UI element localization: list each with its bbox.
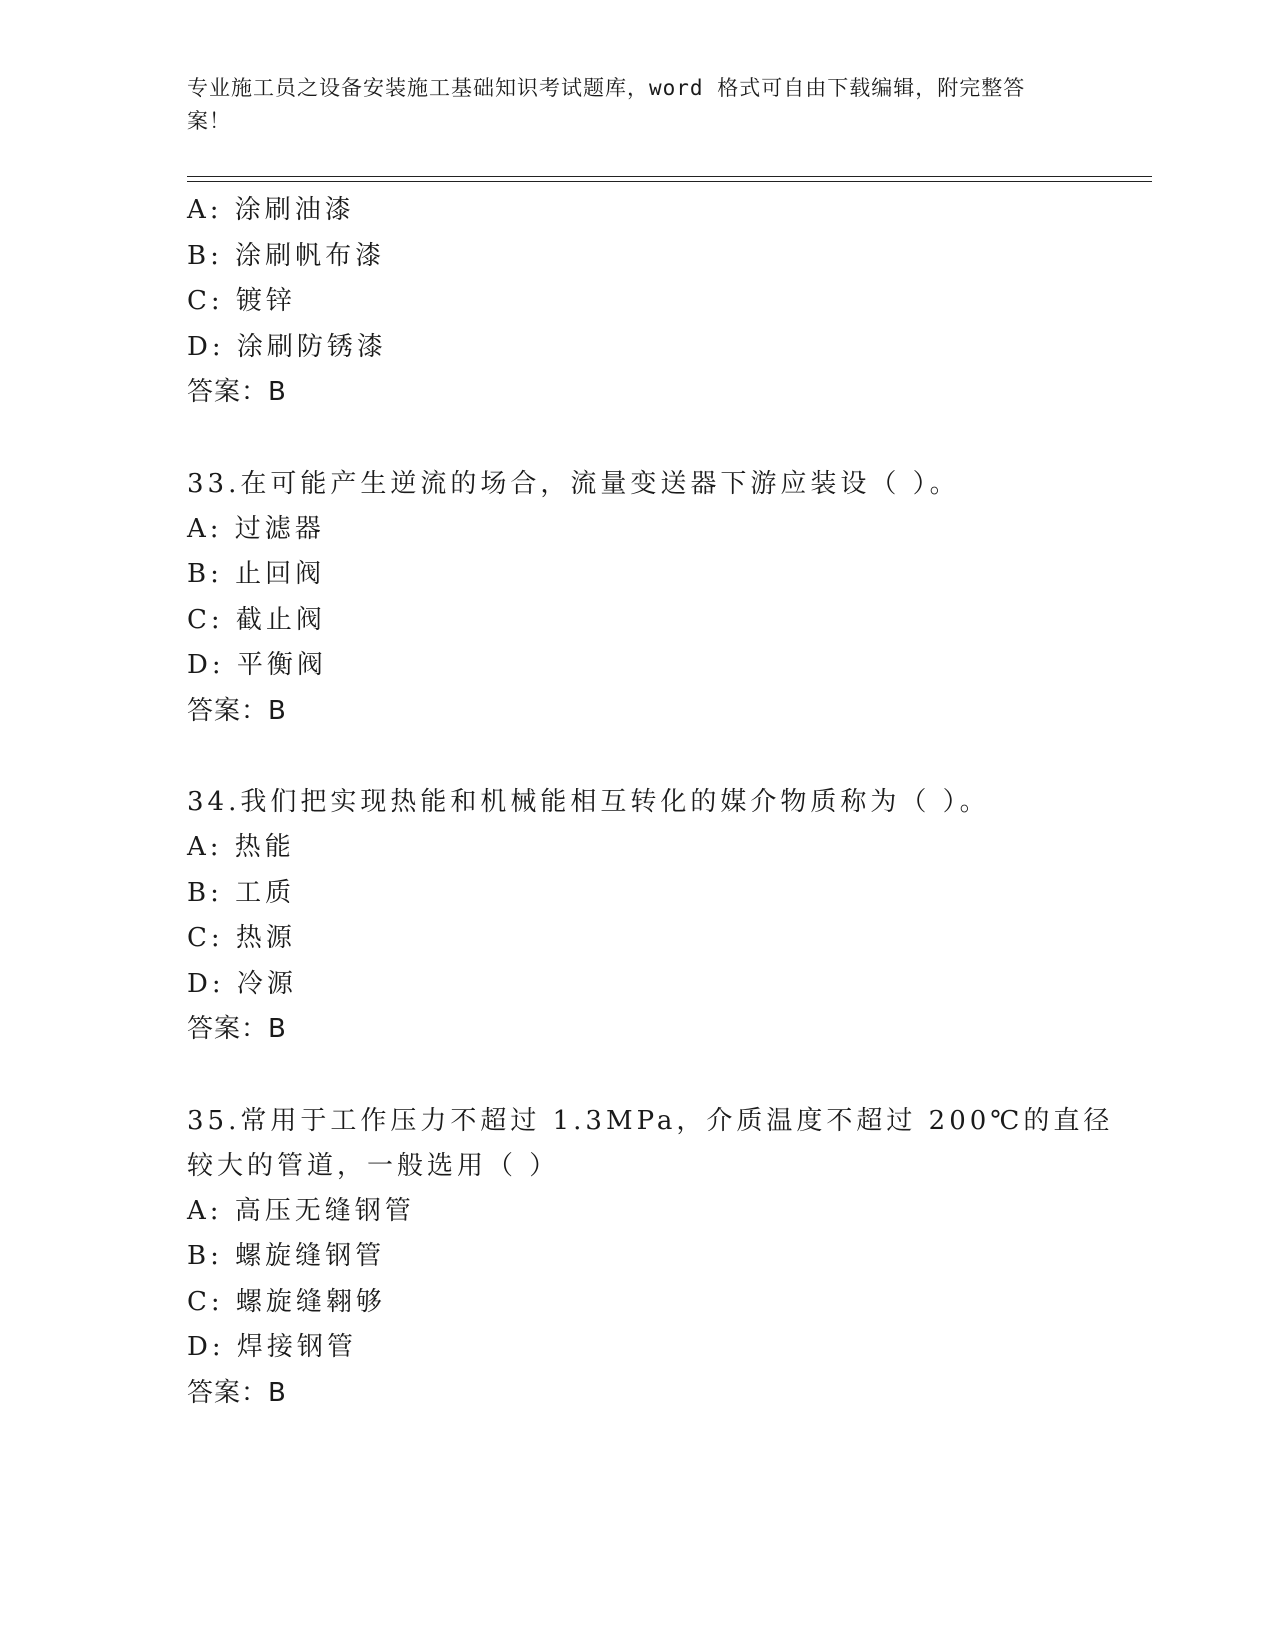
option-d: D: 焊接钢管 — [187, 1332, 357, 1362]
option-d: D: 涂刷防锈漆 — [187, 331, 387, 362]
header-title: 专业施工员之设备安装施工基础知识考试题库，word 格式可自由下载编辑，附完整答案！ — [187, 76, 1026, 133]
option-c: C: 螺旋缝翱够 — [187, 1286, 386, 1317]
question-block-33 — [187, 462, 1117, 735]
question-list — [187, 188, 1117, 1416]
option-d: D: 冷源 — [187, 968, 297, 999]
spacer — [187, 734, 1117, 780]
header-divider-bottom — [187, 181, 1152, 182]
question-block-35 — [187, 1099, 1117, 1417]
option-c: C: 截止阀 — [187, 604, 326, 635]
option-a: A: 热能 — [187, 832, 295, 862]
spacer — [187, 1053, 1117, 1099]
answer-line: 答案：B — [187, 1377, 287, 1408]
option-d: D: 平衡阀 — [187, 650, 327, 680]
option-c: C: 热源 — [187, 923, 296, 953]
question-text: 34.我们把实现热能和机械能相互转化的媒介物质称为（ ）。 — [187, 787, 990, 817]
header-divider-top — [187, 176, 1152, 177]
question-block-34 — [187, 780, 1117, 1053]
option-a: A: 涂刷油漆 — [187, 195, 355, 225]
answer-line: 答案：B — [187, 1014, 287, 1044]
option-b: B: 螺旋缝钢管 — [187, 1241, 386, 1271]
spacer — [187, 416, 1117, 462]
question-text: 33.在可能产生逆流的场合，流量变送器下游应装设（ ）。 — [187, 468, 960, 499]
option-c: C: 镀锌 — [187, 286, 296, 316]
document-header — [187, 72, 1067, 138]
option-b: B: 工质 — [187, 877, 296, 908]
option-a: A: 过滤器 — [187, 513, 325, 544]
option-b: B: 涂刷帆布漆 — [187, 240, 386, 271]
option-a: A: 高压无缝钢管 — [187, 1195, 415, 1226]
question-text: 35.常用于工作压力不超过 1.3MPa，介质温度不超过 200℃的直径较大的管道，一般选用（ ） — [187, 1105, 1114, 1181]
answer-line: 答案：B — [187, 695, 287, 726]
question-block-32 — [187, 188, 1117, 416]
answer-line: 答案：B — [187, 377, 287, 407]
option-b: B: 止回阀 — [187, 559, 326, 589]
